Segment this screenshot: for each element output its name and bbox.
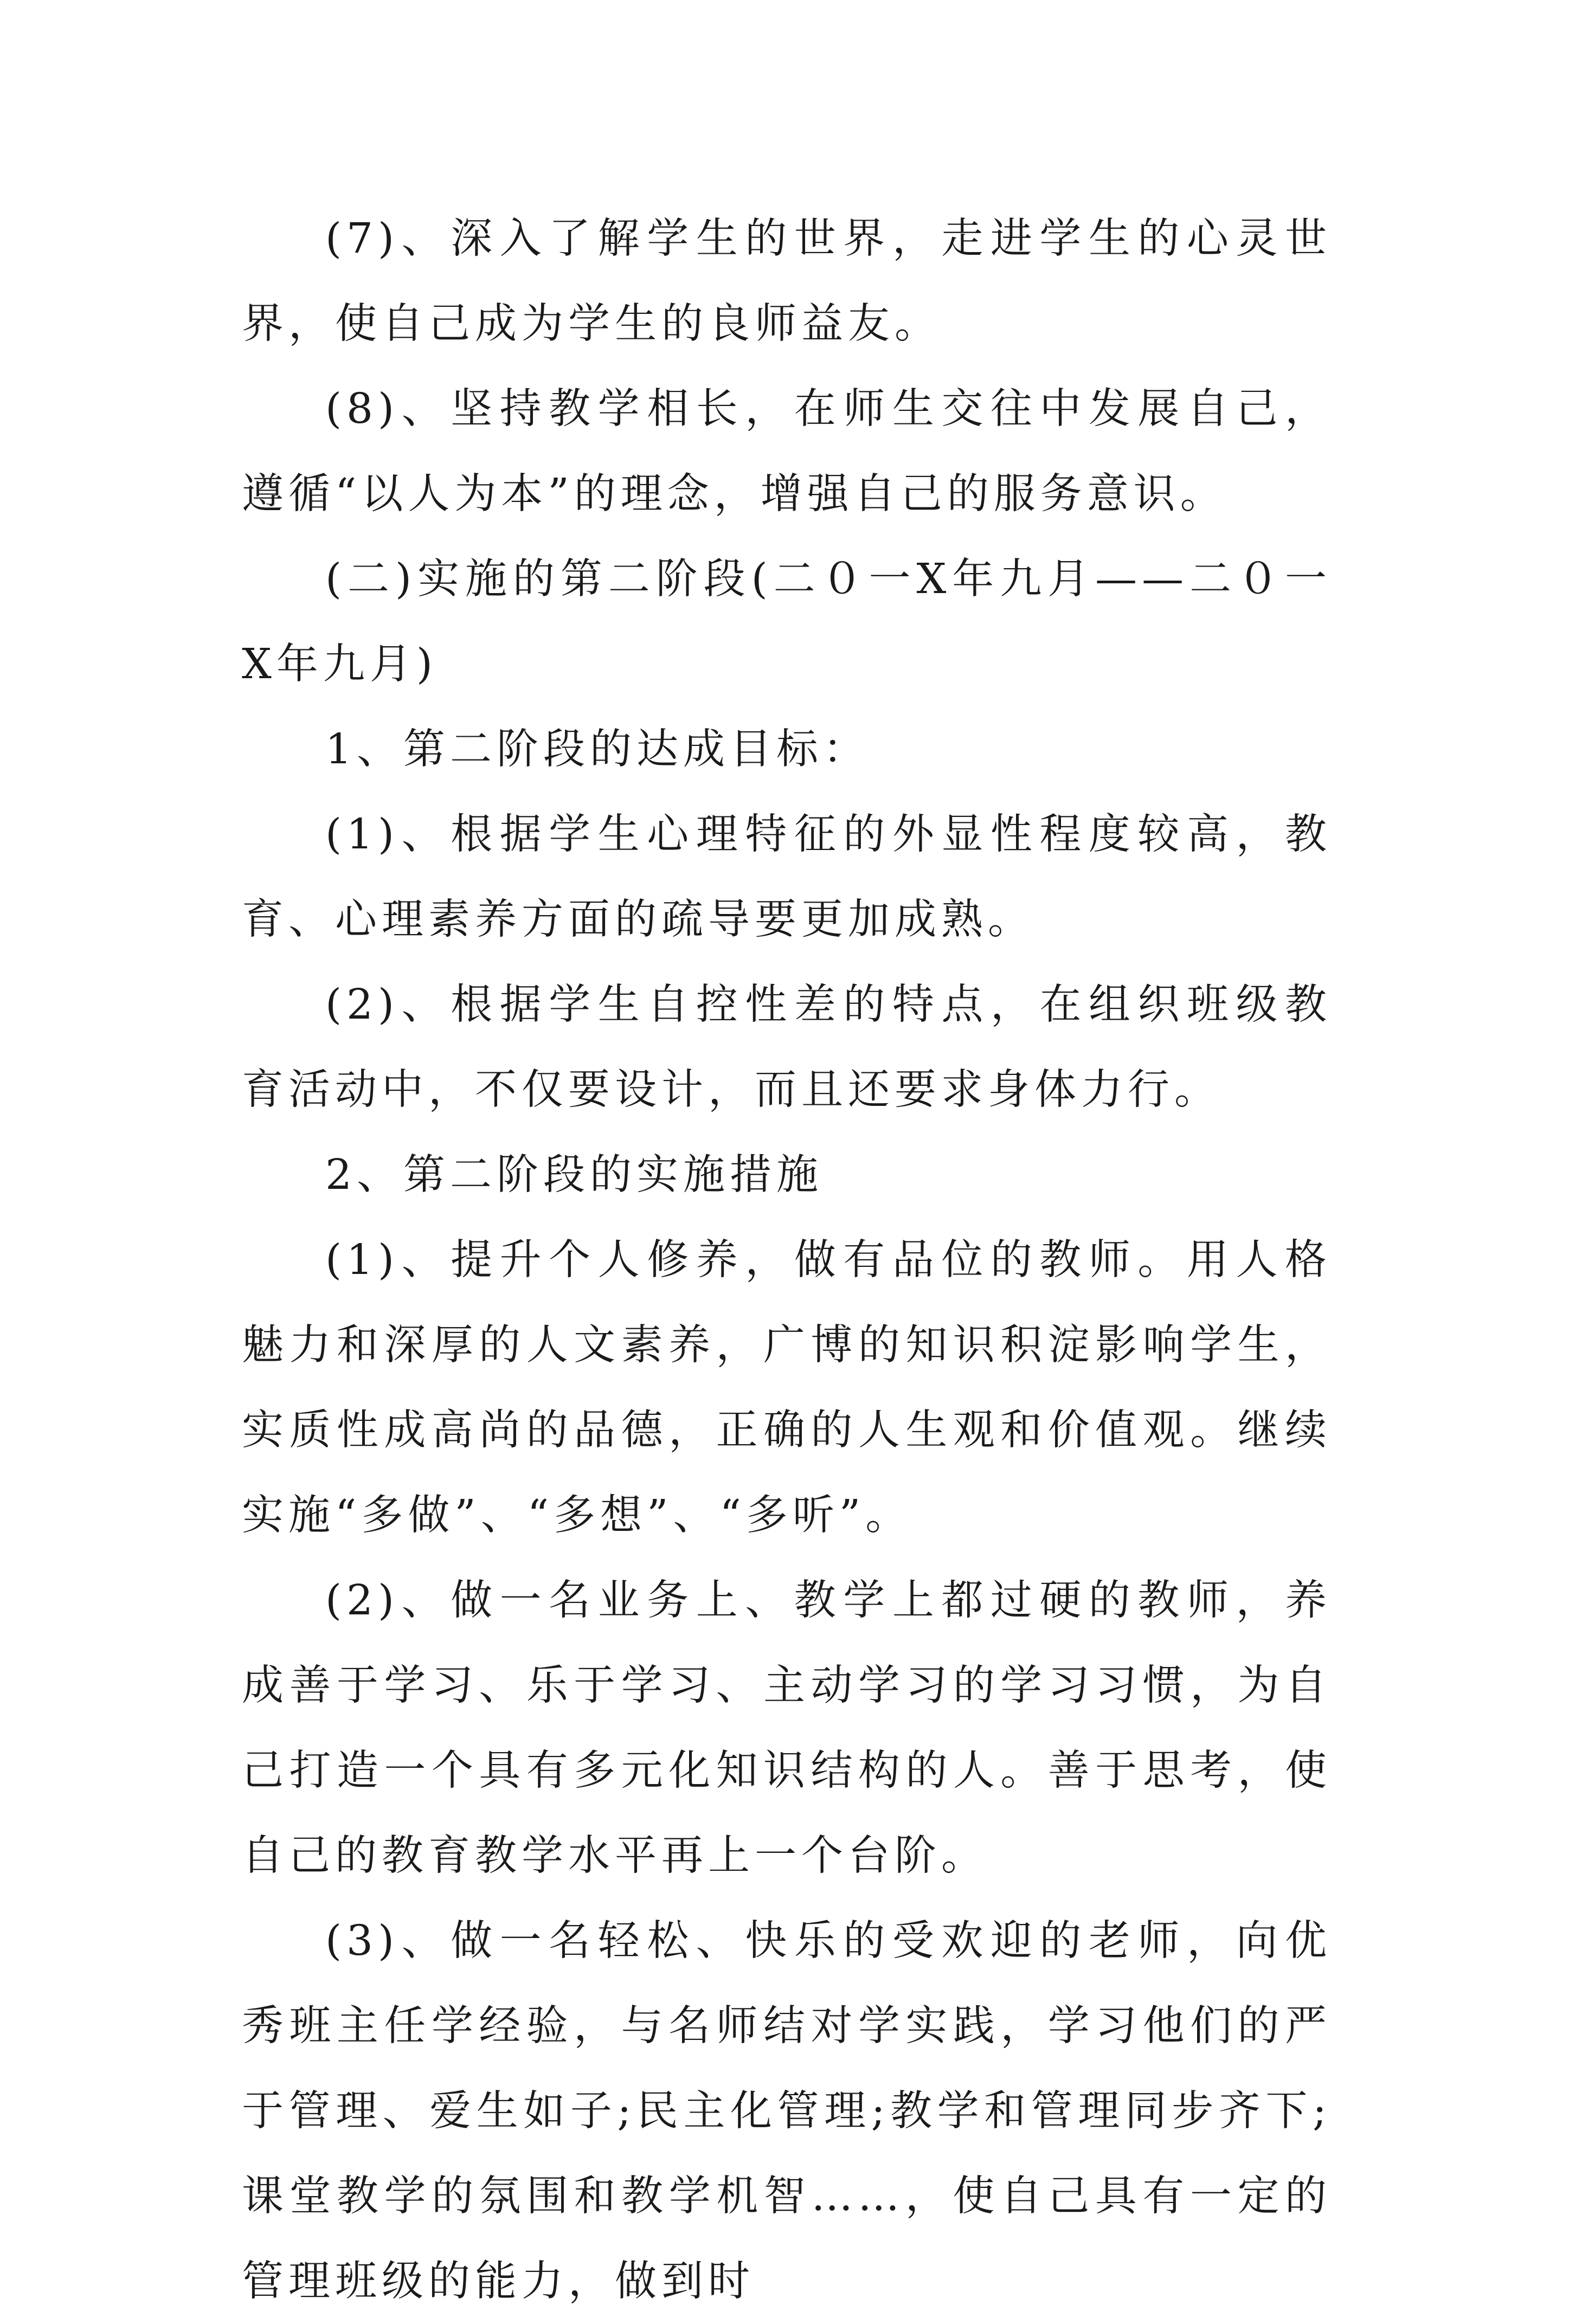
paragraph-goal-2: (2)、根据学生自控性差的特点，在组织班级教育活动中，不仅要设计，而且还要求身体力行。 <box>242 981 1332 1114</box>
document-body <box>242 196 1332 2324</box>
paragraph-goal-1: (1)、根据学生心理特征的外显性程度较高，教育、心理素养方面的疏导要更加成熟。 <box>242 810 1332 944</box>
paragraph-7-understand-students: (7)、深入了解学生的世界，走进学生的心灵世界，使自己成为学生的良师益友。 <box>242 215 1332 348</box>
paragraph-measure-3: (3)、做一名轻松、快乐的受欢迎的老师，向优秀班主任学经验，与名师结对学实践，学习他们的严于管理、爱生如子;民主化管理;教学和管理同步齐下;课堂教学的氛围和教学机智……，使自己具有一定的管理班级的能力，做到时 <box>242 1917 1332 2306</box>
paragraph-8-teaching-growth: (8)、坚持教学相长，在师生交往中发展自己，遵循“以人为本”的理念，增强自己的服务意识。 <box>242 385 1332 518</box>
paragraph-measure-1: (1)、提升个人修养，做有品位的教师。用人格魅力和深厚的人文素养，广博的知识积淀影响学生，实质性成高尚的品德，正确的人生观和价值观。继续实施“多做”、“多想”、“多听”。 <box>242 1236 1332 1540</box>
subheading-stage-two-goals: 1、第二阶段的达成目标： <box>325 725 870 774</box>
subheading-stage-two-measures: 2、第二阶段的实施措施 <box>325 1151 823 1199</box>
paragraph-measure-2: (2)、做一名业务上、教学上都过硬的教师，养成善于学习、乐于学习、主动学习的学习习惯，为自己打造一个具有多元化知识结构的人。善于思考，使自己的教育教学水平再上一个台阶。 <box>242 1576 1332 1880</box>
section-heading-stage-two: (二)实施的第二阶段(二０一X年九月——二０一X年九月) <box>242 555 1332 688</box>
